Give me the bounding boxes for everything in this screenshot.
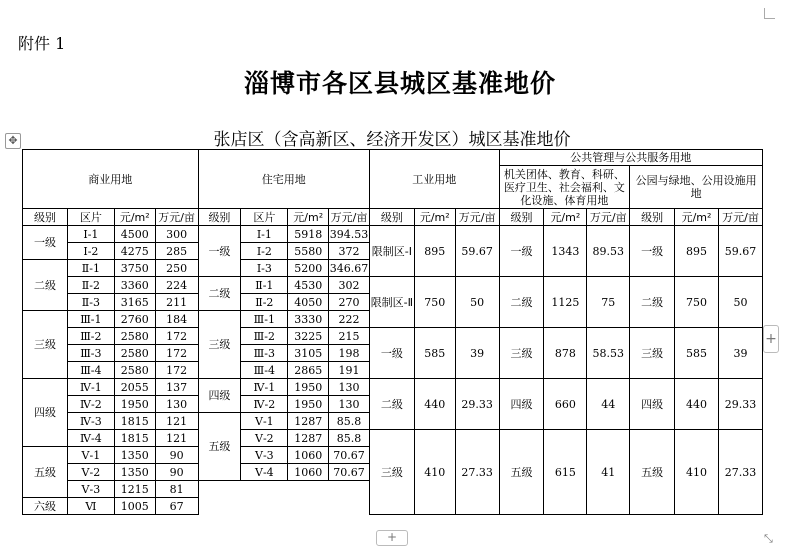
parks-utilities-grade: 四级 — [630, 379, 675, 430]
commercial-grade: 一级 — [23, 226, 68, 260]
column-header-yuan_m2: 元/m² — [414, 209, 455, 226]
commercial-price-yuan: 4500 — [114, 226, 155, 243]
commercial-price-wan: 90 — [155, 447, 198, 464]
industrial-price-wan: 50 — [455, 277, 499, 328]
commercial-price-wan: 285 — [155, 243, 198, 260]
commercial-price-wan: 67 — [155, 498, 198, 515]
parks-utilities-price-yuan: 750 — [675, 277, 719, 328]
residential-price-wan: 394.53 — [329, 227, 369, 241]
residential-grade: 四级 — [198, 379, 241, 413]
residential-price-yuan: 5200 — [288, 260, 329, 277]
industrial-grade: 限制区-Ⅰ — [369, 226, 414, 277]
residential-price-yuan: 4530 — [288, 277, 329, 294]
public-institutions-grade: 五级 — [499, 430, 544, 515]
residential-zone: Ⅲ-3 — [241, 345, 288, 362]
commercial-price-yuan: 2580 — [114, 345, 155, 362]
industrial-price-yuan: 895 — [414, 226, 455, 277]
column-header-yuan_m2: 元/m² — [544, 209, 587, 226]
public-institutions-price-yuan: 660 — [544, 379, 587, 430]
residential-price-wan: 70.67 — [329, 447, 370, 464]
header-industrial: 工业用地 — [369, 150, 499, 209]
residential-price-wan: 372 — [329, 243, 370, 260]
parks-utilities-price-wan: 39 — [718, 328, 762, 379]
add-row-button[interactable]: + — [376, 530, 408, 546]
commercial-price-yuan: 3165 — [114, 294, 155, 311]
column-header-wan_mu: 万元/亩 — [155, 209, 198, 226]
residential-price-wan: 198 — [329, 345, 370, 362]
table-resize-handle-icon[interactable]: ⤡ — [764, 532, 773, 545]
page-corner-mark — [764, 8, 775, 19]
commercial-zone: Ⅳ-2 — [67, 396, 114, 413]
column-header-grade: 级别 — [499, 209, 544, 226]
table-move-handle-icon[interactable]: ✥ — [5, 133, 21, 149]
commercial-zone: Ⅳ-4 — [67, 430, 114, 447]
commercial-price-wan: 172 — [155, 345, 198, 362]
residential-zone: Ⅲ-2 — [241, 328, 288, 345]
column-header-grade: 级别 — [198, 209, 241, 226]
commercial-zone: Ⅲ-2 — [67, 328, 114, 345]
residential-zone: Ⅰ-3 — [241, 260, 288, 277]
residential-price-yuan: 3330 — [288, 311, 329, 328]
column-header-wan_mu: 万元/亩 — [587, 209, 630, 226]
public-institutions-price-yuan: 1343 — [544, 226, 587, 277]
public-institutions-price-wan: 58.53 — [587, 328, 630, 379]
residential-price-yuan: 3225 — [288, 328, 329, 345]
column-header-grade: 级别 — [369, 209, 414, 226]
parks-utilities-grade: 二级 — [630, 277, 675, 328]
commercial-price-yuan: 1005 — [114, 498, 155, 515]
column-header-wan_mu: 万元/亩 — [718, 209, 762, 226]
empty-area — [198, 481, 762, 515]
residential-zone: Ⅲ-1 — [241, 311, 288, 328]
residential-price-yuan: 1950 — [288, 396, 329, 413]
residential-price-wan: 130 — [329, 396, 370, 413]
public-institutions-grade: 四级 — [499, 379, 544, 430]
residential-price-wan: 270 — [329, 294, 370, 311]
industrial-price-wan: 29.33 — [455, 379, 499, 430]
residential-grade: 五级 — [198, 413, 241, 481]
industrial-grade: 限制区-Ⅱ — [369, 277, 414, 328]
commercial-price-wan: 211 — [155, 294, 198, 311]
industrial-price-yuan: 440 — [414, 379, 455, 430]
commercial-price-yuan: 2580 — [114, 362, 155, 379]
parks-utilities-grade: 一级 — [630, 226, 675, 277]
industrial-price-yuan: 750 — [414, 277, 455, 328]
main-title: 淄博市各区县城区基准地价 — [243, 69, 556, 98]
table-row — [23, 328, 763, 345]
industrial-price-yuan: 410 — [414, 430, 455, 515]
commercial-price-yuan: 2760 — [114, 311, 155, 328]
table-row — [23, 379, 763, 396]
commercial-zone: Ⅰ-2 — [67, 243, 114, 260]
commercial-grade: 三级 — [23, 311, 68, 379]
parks-utilities-price-wan: 50 — [718, 277, 762, 328]
commercial-grade: 四级 — [23, 379, 68, 447]
parks-utilities-price-wan: 29.33 — [718, 379, 762, 430]
residential-price-yuan: 1060 — [288, 464, 329, 481]
column-header-zone: 区片 — [241, 209, 288, 226]
public-institutions-price-wan: 75 — [587, 277, 630, 328]
add-column-button[interactable]: + — [763, 325, 779, 353]
residential-grade: 一级 — [198, 226, 241, 277]
table-title: 张店区（含高新区、经济开发区）城区基准地价 — [213, 130, 571, 150]
commercial-price-wan: 130 — [155, 396, 198, 413]
residential-price-wan: 346.67 — [329, 261, 369, 275]
parks-utilities-grade: 三级 — [630, 328, 675, 379]
column-header-wan_mu: 万元/亩 — [329, 209, 370, 226]
commercial-zone: Ⅱ-2 — [67, 277, 114, 294]
public-institutions-price-yuan: 1125 — [544, 277, 587, 328]
header-row — [23, 209, 763, 226]
commercial-grade: 二级 — [23, 260, 68, 311]
column-header-grade: 级别 — [23, 209, 68, 226]
commercial-price-wan: 184 — [155, 311, 198, 328]
residential-price-yuan: 2865 — [288, 362, 329, 379]
commercial-price-yuan: 2055 — [114, 379, 155, 396]
public-institutions-price-wan: 89.53 — [587, 226, 630, 277]
commercial-price-wan: 90 — [155, 464, 198, 481]
table-row — [23, 430, 763, 447]
attachment-label: 附件 1 — [18, 34, 66, 53]
residential-price-wan: 222 — [329, 311, 370, 328]
industrial-price-wan: 39 — [455, 328, 499, 379]
parks-utilities-price-yuan: 585 — [675, 328, 719, 379]
commercial-price-wan: 137 — [155, 379, 198, 396]
public-institutions-price-yuan: 878 — [544, 328, 587, 379]
residential-price-yuan: 1060 — [288, 447, 329, 464]
commercial-price-wan: 224 — [155, 277, 198, 294]
industrial-price-wan: 59.67 — [455, 226, 499, 277]
commercial-zone: Ⅵ — [67, 498, 114, 515]
commercial-zone: Ⅴ-1 — [67, 447, 114, 464]
parks-utilities-price-wan: 27.33 — [718, 430, 762, 515]
commercial-zone: Ⅲ-4 — [67, 362, 114, 379]
residential-price-wan: 215 — [329, 328, 370, 345]
public-institutions-grade: 三级 — [499, 328, 544, 379]
residential-price-wan: 85.8 — [329, 430, 370, 447]
public-institutions-grade: 一级 — [499, 226, 544, 277]
commercial-price-wan: 172 — [155, 328, 198, 345]
residential-price-yuan: 1287 — [288, 430, 329, 447]
commercial-zone: Ⅳ-3 — [67, 413, 114, 430]
commercial-price-yuan: 1950 — [114, 396, 155, 413]
residential-zone: Ⅴ-1 — [241, 413, 288, 430]
residential-zone: Ⅴ-4 — [241, 464, 288, 481]
residential-zone: Ⅲ-4 — [241, 362, 288, 379]
residential-zone: Ⅴ-2 — [241, 430, 288, 447]
commercial-price-yuan: 2580 — [114, 328, 155, 345]
public-institutions-grade: 二级 — [499, 277, 544, 328]
residential-zone: Ⅰ-2 — [241, 243, 288, 260]
commercial-price-yuan: 1215 — [114, 481, 155, 498]
commercial-price-wan: 81 — [155, 481, 198, 498]
commercial-price-yuan: 1350 — [114, 447, 155, 464]
commercial-zone: Ⅱ-3 — [67, 294, 114, 311]
header-parks-utilities: 公园与绿地、公用设施用地 — [630, 166, 763, 209]
commercial-zone: Ⅲ-3 — [67, 345, 114, 362]
residential-zone: Ⅴ-3 — [241, 447, 288, 464]
parks-utilities-price-yuan: 410 — [675, 430, 719, 515]
commercial-price-yuan: 1815 — [114, 430, 155, 447]
industrial-price-yuan: 585 — [414, 328, 455, 379]
commercial-price-yuan: 3750 — [114, 260, 155, 277]
residential-price-wan: 85.8 — [329, 413, 370, 430]
industrial-grade: 三级 — [369, 430, 414, 515]
residential-grade: 二级 — [198, 277, 241, 311]
column-header-grade: 级别 — [630, 209, 675, 226]
commercial-zone: Ⅳ-1 — [67, 379, 114, 396]
residential-zone: Ⅳ-1 — [241, 379, 288, 396]
header-public-institutions: 机关团体、教育、科研、医疗卫生、社会福利、文化设施、体育用地 — [499, 166, 630, 209]
commercial-price-yuan: 3360 — [114, 277, 155, 294]
industrial-grade: 二级 — [369, 379, 414, 430]
residential-price-yuan: 3105 — [288, 345, 329, 362]
industrial-price-wan: 27.33 — [455, 430, 499, 515]
residential-price-wan: 130 — [329, 379, 370, 396]
parks-utilities-price-yuan: 895 — [675, 226, 719, 277]
residential-price-wan: 70.67 — [329, 464, 370, 481]
industrial-grade: 一级 — [369, 328, 414, 379]
header-public-service: 公共管理与公共服务用地 — [499, 150, 762, 166]
commercial-zone: Ⅱ-1 — [67, 260, 114, 277]
column-header-wan_mu: 万元/亩 — [455, 209, 499, 226]
public-institutions-price-yuan: 615 — [544, 430, 587, 515]
commercial-zone: Ⅴ-2 — [67, 464, 114, 481]
commercial-zone: Ⅴ-3 — [67, 481, 114, 498]
commercial-zone: Ⅰ-1 — [67, 226, 114, 243]
residential-price-wan: 302 — [329, 277, 370, 294]
commercial-price-yuan: 4275 — [114, 243, 155, 260]
residential-price-yuan: 1287 — [288, 413, 329, 430]
parks-utilities-price-wan: 59.67 — [718, 226, 762, 277]
residential-zone: Ⅳ-2 — [241, 396, 288, 413]
residential-zone: Ⅰ-1 — [241, 226, 288, 243]
residential-zone: Ⅱ-2 — [241, 294, 288, 311]
residential-price-wan: 191 — [329, 362, 370, 379]
table-row — [23, 481, 763, 498]
header-residential: 住宅用地 — [198, 150, 369, 209]
land-price-table — [22, 149, 763, 515]
table-row — [23, 277, 763, 294]
residential-zone: Ⅱ-1 — [241, 277, 288, 294]
column-header-yuan_m2: 元/m² — [114, 209, 155, 226]
parks-utilities-grade: 五级 — [630, 430, 675, 515]
commercial-price-wan: 250 — [155, 260, 198, 277]
commercial-grade: 六级 — [23, 498, 68, 515]
residential-price-yuan: 5580 — [288, 243, 329, 260]
residential-price-yuan: 4050 — [288, 294, 329, 311]
commercial-zone: Ⅲ-1 — [67, 311, 114, 328]
residential-price-yuan: 5918 — [288, 226, 329, 243]
table-row — [23, 226, 763, 243]
parks-utilities-price-yuan: 440 — [675, 379, 719, 430]
commercial-price-yuan: 1815 — [114, 413, 155, 430]
column-header-yuan_m2: 元/m² — [675, 209, 719, 226]
public-institutions-price-wan: 44 — [587, 379, 630, 430]
commercial-price-wan: 300 — [155, 226, 198, 243]
header-commercial: 商业用地 — [23, 150, 199, 209]
residential-price-yuan: 1950 — [288, 379, 329, 396]
header-row — [23, 150, 763, 166]
column-header-zone: 区片 — [67, 209, 114, 226]
commercial-price-wan: 121 — [155, 430, 198, 447]
commercial-price-wan: 172 — [155, 362, 198, 379]
commercial-price-wan: 121 — [155, 413, 198, 430]
residential-grade: 三级 — [198, 311, 241, 379]
public-institutions-price-wan: 41 — [587, 430, 630, 515]
commercial-grade: 五级 — [23, 447, 68, 498]
column-header-yuan_m2: 元/m² — [288, 209, 329, 226]
commercial-price-yuan: 1350 — [114, 464, 155, 481]
